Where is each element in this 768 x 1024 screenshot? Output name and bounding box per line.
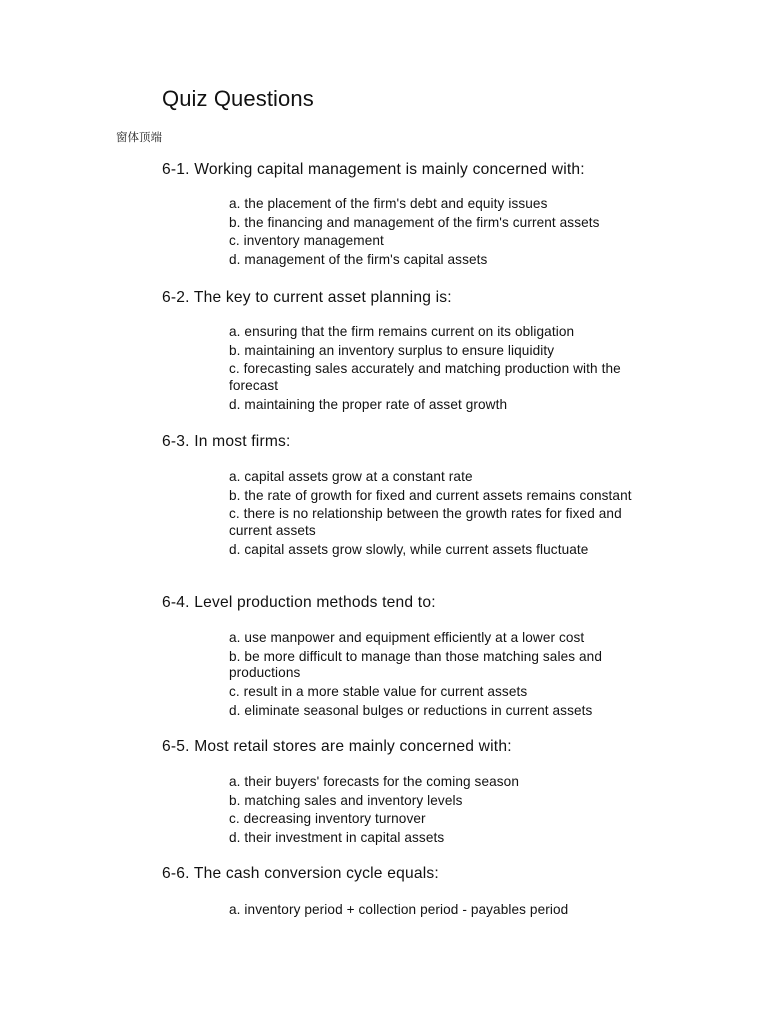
answer-options [229,469,659,560]
answer-options [229,902,659,921]
question-text: 6-5. Most retail stores are mainly concerned with: [162,738,512,755]
answer-option: d. management of the firm's capital assets [229,252,488,268]
question-6-2 [162,288,722,412]
answer-option: a. the placement of the firm's debt and equity issues [229,196,548,211]
answer-options [229,774,659,849]
page-title: Quiz Questions [162,86,314,111]
answer-option: c. result in a more stable value for current assets [229,683,528,699]
answer-option: a. capital assets grow at a constant rate [229,469,473,484]
answer-option: b. maintaining an inventory surplus to ensure liquidity [229,342,555,358]
answer-option: b. the financing and management of the firm's current assets [229,214,600,230]
question-text: 6-1. Working capital management is mainly concerned with: [162,161,585,178]
answer-option: d. capital assets grow slowly, while current assets fluctuate [229,541,589,557]
answer-options [229,324,659,415]
question-text: 6-3. In most firms: [162,433,291,450]
answer-option: a. ensuring that the firm remains current on its obligation [229,324,575,339]
answer-option: a. use manpower and equipment efficiently at a lower cost [229,630,585,645]
question-6-6 [162,864,722,917]
answer-options [229,630,659,721]
answer-option: a. their buyers' forecasts for the coming season [229,774,519,789]
answer-option: a. inventory period + collection period - payables period [229,902,569,917]
answer-option: c. inventory management [229,233,384,249]
answer-option: b. be more difficult to manage than those matching sales and productions [229,648,603,681]
answer-option: c. there is no relationship between the growth rates for fixed and current assets [229,506,622,538]
answer-option: b. the rate of growth for fixed and current assets remains constant [229,487,632,503]
question-6-4 [162,593,722,718]
question-6-3 [162,432,722,557]
answer-option: d. maintaining the proper rate of asset growth [229,396,508,412]
answer-option: d. eliminate seasonal bulges or reductions in current assets [229,702,593,718]
question-6-5 [162,737,722,846]
question-text: 6-4. Level production methods tend to: [162,594,436,611]
answer-options [229,196,659,271]
answer-option: c. decreasing inventory turnover [229,811,426,827]
question-6-1 [162,160,722,268]
answer-option: c. forecasting sales accurately and matching production with the forecast [229,361,621,393]
form-top-label: 窗体顶端 [116,130,162,144]
answer-option: b. matching sales and inventory levels [229,792,463,808]
answer-option: d. their investment in capital assets [229,830,445,846]
question-text: 6-6. The cash conversion cycle equals: [162,865,439,882]
question-text: 6-2. The key to current asset planning is: [162,289,452,306]
